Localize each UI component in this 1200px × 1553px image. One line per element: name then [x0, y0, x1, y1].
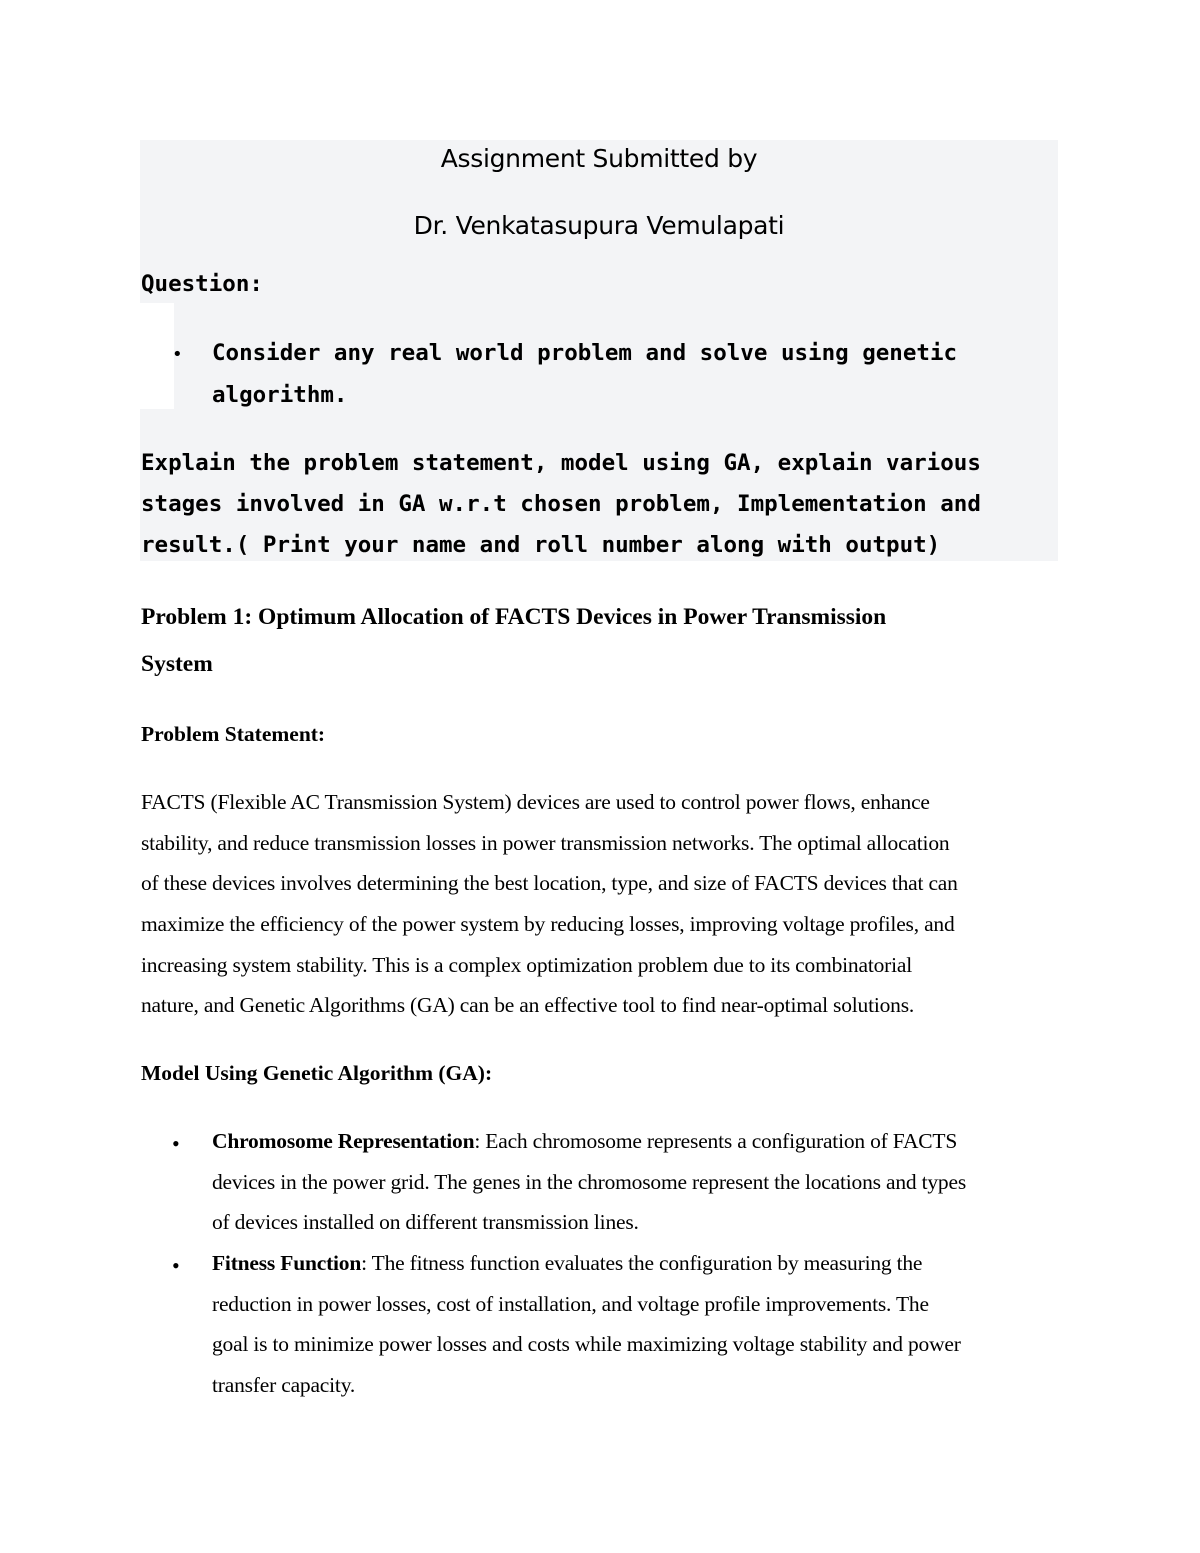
instruction-line: stages involved in GA w.r.t chosen problem, Implementation and: [141, 491, 981, 517]
statement-line: of these devices involves determining the best location, type, and size of FACTS devices that can: [141, 871, 958, 895]
problem-heading: Problem 1: Optimum Allocation of FACTS Devices in Power Transmission: [141, 604, 887, 630]
question-bullet-line: algorithm.: [212, 382, 348, 408]
statement-line: maximize the efficiency of the power system by reducing losses, improving voltage profiles, and: [141, 912, 955, 936]
model-item-line: reduction in power losses, cost of installation, and voltage profile improvements. The: [212, 1292, 929, 1316]
statement-line: increasing system stability. This is a complex optimization problem due to its combinatorial: [141, 953, 912, 977]
question-label: Question:: [141, 271, 263, 297]
model-item-text: : The fitness function evaluates the configuration by measuring the: [361, 1251, 923, 1275]
bullet-icon: •: [172, 344, 183, 365]
shade-indent-gap: [140, 303, 174, 409]
instruction-line: result.( Print your name and roll number along with output): [141, 532, 941, 558]
model-item-term: Fitness Function: [212, 1251, 362, 1275]
model-item-line: [212, 1251, 922, 1276]
statement-heading: Problem Statement:: [141, 722, 326, 746]
question-bullet-line: Consider any real world problem and solve using genetic: [212, 340, 958, 366]
model-item-term: Chromosome Representation: [212, 1129, 475, 1153]
statement-line: FACTS (Flexible AC Transmission System) devices are used to control power flows, enhance: [141, 790, 930, 814]
author-name: Dr. Venkatasupura Vemulapati: [413, 211, 785, 240]
model-item-text: : Each chromosome represents a configuration of FACTS: [474, 1129, 958, 1153]
bullet-icon: •: [172, 1253, 180, 1278]
model-item-line: goal is to minimize power losses and costs while maximizing voltage stability and power: [212, 1332, 961, 1356]
problem-heading: System: [141, 651, 213, 677]
model-item-line: devices in the power grid. The genes in the chromosome represent the locations and types: [212, 1170, 966, 1194]
statement-line: stability, and reduce transmission losses in power transmission networks. The optimal allocation: [141, 831, 950, 855]
bullet-icon: •: [172, 1131, 180, 1156]
model-item-line: transfer capacity.: [212, 1373, 356, 1397]
document-title: Assignment Submitted by: [440, 144, 758, 173]
instruction-line: Explain the problem statement, model using GA, explain various: [141, 450, 981, 476]
model-item-line: [212, 1129, 957, 1154]
model-item-line: of devices installed on different transmission lines.: [212, 1210, 639, 1234]
model-heading: Model Using Genetic Algorithm (GA):: [141, 1061, 493, 1085]
statement-line: nature, and Genetic Algorithms (GA) can be an effective tool to find near-optimal solutions.: [141, 993, 915, 1017]
